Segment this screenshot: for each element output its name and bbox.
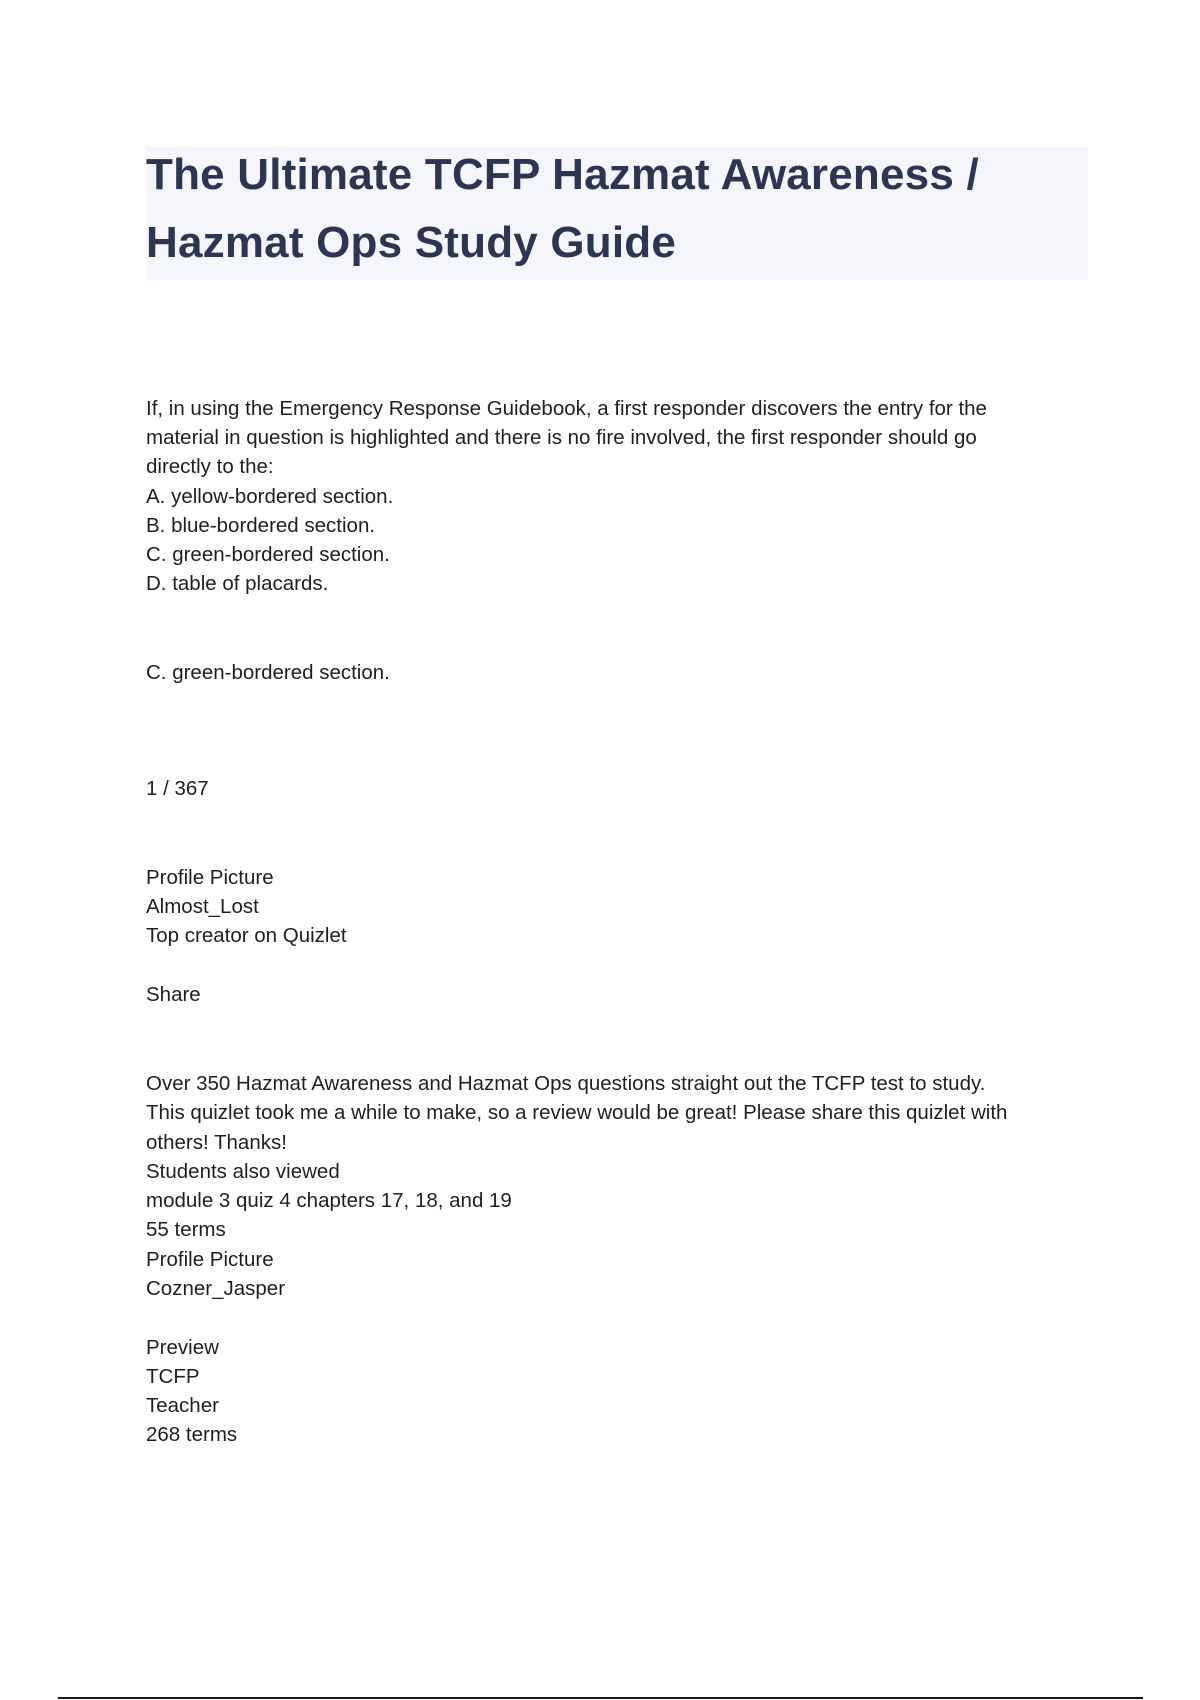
option-d: D. table of placards. — [146, 572, 329, 595]
share-label: Share — [146, 983, 201, 1006]
related-set-author-1: Cozner_Jasper — [146, 1277, 286, 1300]
related-set-title-2: TCFP — [146, 1365, 200, 1388]
creator-badge: Top creator on Quizlet — [146, 924, 347, 947]
footer-divider — [58, 1697, 1143, 1699]
related-set-terms-1: 55 terms — [146, 1218, 226, 1241]
related-set-terms-2: 268 terms — [146, 1423, 238, 1446]
related-set-role-2: Teacher — [146, 1394, 219, 1417]
description-line-3: others! Thanks! — [146, 1131, 287, 1154]
question-text-line-3: directly to the: — [146, 455, 274, 478]
related-set-preview-label-2: Preview — [146, 1336, 219, 1359]
document-title-block — [146, 146, 1088, 280]
description-line-2: This quizlet took me a while to make, so a review would be great! Please share this quizlet with — [146, 1101, 1008, 1124]
option-a: A. yellow-bordered section. — [146, 485, 394, 508]
option-b: B. blue-bordered section. — [146, 514, 376, 537]
document-title-line-2: Hazmat Ops Study Guide — [146, 218, 677, 267]
answer-text: C. green-bordered section. — [146, 661, 390, 684]
option-c: C. green-bordered section. — [146, 543, 390, 566]
question-text-line-2: material in question is highlighted and there is no fire involved, the first responder should go — [146, 426, 977, 449]
creator-profile-picture-label: Profile Picture — [146, 866, 274, 889]
description-line-1: Over 350 Hazmat Awareness and Hazmat Ops questions straight out the TCFP test to study. — [146, 1072, 986, 1095]
related-set-title-1: module 3 quiz 4 chapters 17, 18, and 19 — [146, 1189, 512, 1212]
question-text-line-1: If, in using the Emergency Response Guidebook, a first responder discovers the entry for the — [146, 397, 987, 420]
card-counter: 1 / 367 — [146, 777, 209, 800]
creator-username: Almost_Lost — [146, 895, 259, 918]
related-set-profile-picture-label-1: Profile Picture — [146, 1248, 274, 1271]
document-title-line-1: The Ultimate TCFP Hazmat Awareness / — [146, 150, 979, 199]
students-also-viewed-heading: Students also viewed — [146, 1160, 340, 1183]
